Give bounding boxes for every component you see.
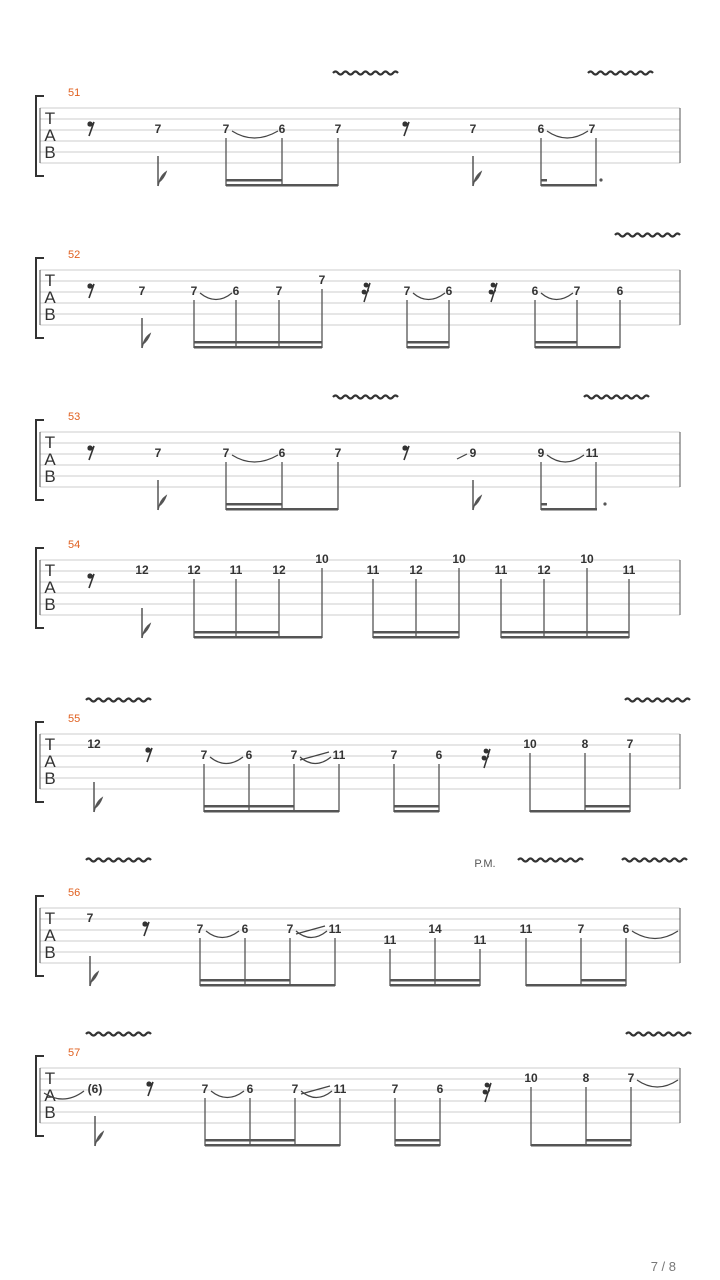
sixteenth-rest	[482, 749, 490, 768]
measure-number: 51	[68, 87, 81, 99]
svg-text:A: A	[44, 752, 56, 771]
rhythm	[158, 462, 596, 510]
svg-text:10: 10	[580, 552, 594, 566]
svg-text:7: 7	[222, 446, 230, 460]
staff-lines	[40, 108, 680, 163]
svg-text:11: 11	[585, 446, 599, 460]
vibrato-mark	[86, 859, 151, 862]
svg-text:7: 7	[290, 748, 298, 762]
staff-lines	[40, 432, 680, 487]
svg-text:10: 10	[452, 552, 466, 566]
measure-number: 55	[68, 713, 81, 725]
svg-text:B: B	[44, 595, 56, 614]
vibrato-mark	[584, 396, 649, 399]
svg-text:12: 12	[87, 737, 101, 751]
vibrato-mark	[625, 699, 690, 702]
eighth-rest	[146, 1081, 153, 1096]
svg-text:6: 6	[245, 748, 253, 762]
vibrato-mark	[86, 1033, 151, 1036]
svg-text:7: 7	[627, 1071, 635, 1085]
vibrato-mark	[622, 859, 687, 862]
rhythm	[95, 1087, 631, 1146]
svg-text:6: 6	[278, 446, 286, 460]
eighth-rest	[402, 121, 409, 136]
tab-system-53	[36, 396, 680, 511]
svg-text:10: 10	[524, 1071, 538, 1085]
svg-text:7: 7	[577, 922, 585, 936]
vibrato-mark	[333, 396, 398, 399]
tab-system-57	[36, 1033, 691, 1147]
slur	[232, 131, 588, 138]
rhythm	[90, 938, 626, 986]
svg-text:B: B	[44, 305, 56, 324]
svg-text:7: 7	[588, 122, 596, 136]
fret-numbers	[155, 122, 596, 136]
eighth-rest	[87, 121, 94, 136]
svg-text:7: 7	[154, 446, 162, 460]
svg-text:7: 7	[391, 1082, 399, 1096]
svg-text:7: 7	[154, 122, 162, 136]
svg-text:(6): (6)	[87, 1082, 103, 1096]
palm-mute-label: P.M.	[474, 858, 496, 870]
tab-system-52	[36, 234, 680, 349]
measure-number: 57	[68, 1047, 81, 1059]
tab-system-51	[36, 72, 680, 187]
slur	[210, 752, 331, 764]
svg-text:A: A	[44, 926, 56, 945]
svg-text:6: 6	[436, 1082, 444, 1096]
svg-text:6: 6	[445, 284, 453, 298]
svg-text:6: 6	[232, 284, 240, 298]
tab-system-54	[36, 539, 680, 639]
beams	[205, 1139, 631, 1147]
svg-text:7: 7	[390, 748, 398, 762]
svg-text:A: A	[44, 126, 56, 145]
svg-text:7: 7	[403, 284, 411, 298]
measure-number: 53	[68, 411, 81, 423]
tab-clef	[44, 735, 56, 788]
svg-text:11: 11	[494, 563, 508, 577]
measure-number: 56	[68, 887, 81, 899]
svg-text:B: B	[44, 943, 56, 962]
svg-text:7: 7	[201, 1082, 209, 1096]
svg-text:A: A	[44, 578, 56, 597]
tab-clef	[44, 271, 56, 324]
sixteenth-rest	[483, 1083, 491, 1102]
svg-text:B: B	[44, 467, 56, 486]
beams	[204, 805, 630, 813]
tab-clef	[44, 909, 56, 962]
svg-text:7: 7	[196, 922, 204, 936]
svg-text:11: 11	[328, 922, 342, 936]
eighth-rest	[142, 921, 149, 936]
tab-clef	[44, 561, 56, 614]
svg-text:B: B	[44, 143, 56, 162]
eighth-rest	[145, 747, 152, 762]
fret-numbers	[87, 911, 630, 947]
svg-text:T: T	[44, 271, 56, 290]
svg-text:T: T	[44, 561, 56, 580]
svg-text:6: 6	[435, 748, 443, 762]
svg-text:12: 12	[537, 563, 551, 577]
svg-text:7: 7	[190, 284, 198, 298]
svg-text:11: 11	[622, 563, 636, 577]
svg-text:7: 7	[275, 284, 283, 298]
svg-text:12: 12	[409, 563, 423, 577]
svg-text:7: 7	[626, 737, 634, 751]
rhythm	[94, 753, 630, 812]
vibrato-mark	[518, 859, 583, 862]
svg-text:T: T	[44, 433, 56, 452]
eighth-rest	[402, 445, 409, 460]
svg-text:A: A	[44, 288, 56, 307]
svg-text:7: 7	[573, 284, 581, 298]
beams	[226, 502, 607, 510]
svg-text:7: 7	[222, 122, 230, 136]
tab-clef	[44, 433, 56, 486]
svg-text:T: T	[44, 109, 56, 128]
tab-system-55	[36, 699, 690, 813]
svg-text:6: 6	[616, 284, 624, 298]
svg-text:12: 12	[272, 563, 286, 577]
eighth-rest	[87, 573, 94, 588]
slide-mark	[457, 454, 467, 459]
fret-numbers	[87, 737, 633, 762]
svg-text:A: A	[44, 450, 56, 469]
svg-text:11: 11	[366, 563, 380, 577]
fret-numbers	[88, 1071, 635, 1096]
eighth-rest	[87, 283, 94, 298]
svg-text:7: 7	[200, 748, 208, 762]
tab-clef	[44, 109, 56, 162]
page-number: 7 / 8	[650, 1259, 676, 1274]
svg-text:6: 6	[278, 122, 286, 136]
fret-numbers	[135, 552, 635, 577]
fret-numbers	[139, 273, 624, 298]
svg-text:9: 9	[537, 446, 545, 460]
svg-text:7: 7	[138, 284, 146, 298]
svg-text:B: B	[44, 1103, 56, 1122]
svg-text:11: 11	[473, 933, 487, 947]
measure-number: 54	[68, 539, 81, 551]
svg-text:10: 10	[315, 552, 329, 566]
tab-system-56	[36, 858, 687, 987]
svg-text:8: 8	[582, 1071, 590, 1085]
vibrato-mark	[626, 1033, 691, 1036]
tab-clef	[44, 1069, 56, 1122]
slur	[206, 926, 678, 939]
rhythm	[158, 138, 596, 186]
svg-text:6: 6	[246, 1082, 254, 1096]
fret-numbers	[155, 446, 599, 460]
vibrato-mark	[615, 234, 680, 237]
svg-text:7: 7	[334, 122, 342, 136]
svg-text:6: 6	[241, 922, 249, 936]
svg-text:B: B	[44, 769, 56, 788]
svg-text:9: 9	[469, 446, 477, 460]
svg-text:12: 12	[187, 563, 201, 577]
beams	[194, 631, 629, 639]
svg-text:T: T	[44, 909, 56, 928]
beams	[200, 979, 626, 987]
slur	[200, 293, 573, 300]
svg-text:11: 11	[332, 748, 346, 762]
vibrato-mark	[588, 72, 653, 75]
eighth-rest	[87, 445, 94, 460]
svg-text:10: 10	[523, 737, 537, 751]
svg-text:12: 12	[135, 563, 149, 577]
measure-number: 52	[68, 249, 81, 261]
svg-text:7: 7	[286, 922, 294, 936]
svg-text:T: T	[44, 1069, 56, 1088]
svg-text:T: T	[44, 735, 56, 754]
svg-text:7: 7	[86, 911, 94, 925]
vibrato-mark	[333, 72, 398, 75]
svg-text:11: 11	[333, 1082, 347, 1096]
svg-text:A: A	[44, 1086, 56, 1105]
svg-text:6: 6	[622, 922, 630, 936]
svg-text:7: 7	[469, 122, 477, 136]
svg-text:11: 11	[229, 563, 243, 577]
svg-text:6: 6	[531, 284, 539, 298]
svg-text:6: 6	[537, 122, 545, 136]
svg-text:7: 7	[318, 273, 326, 287]
svg-text:14: 14	[428, 922, 442, 936]
svg-text:7: 7	[334, 446, 342, 460]
staff-lines	[40, 270, 680, 325]
svg-text:11: 11	[383, 933, 397, 947]
svg-text:11: 11	[519, 922, 533, 936]
rhythm	[142, 568, 629, 638]
svg-text:8: 8	[581, 737, 589, 751]
svg-text:7: 7	[291, 1082, 299, 1096]
vibrato-mark	[86, 699, 151, 702]
